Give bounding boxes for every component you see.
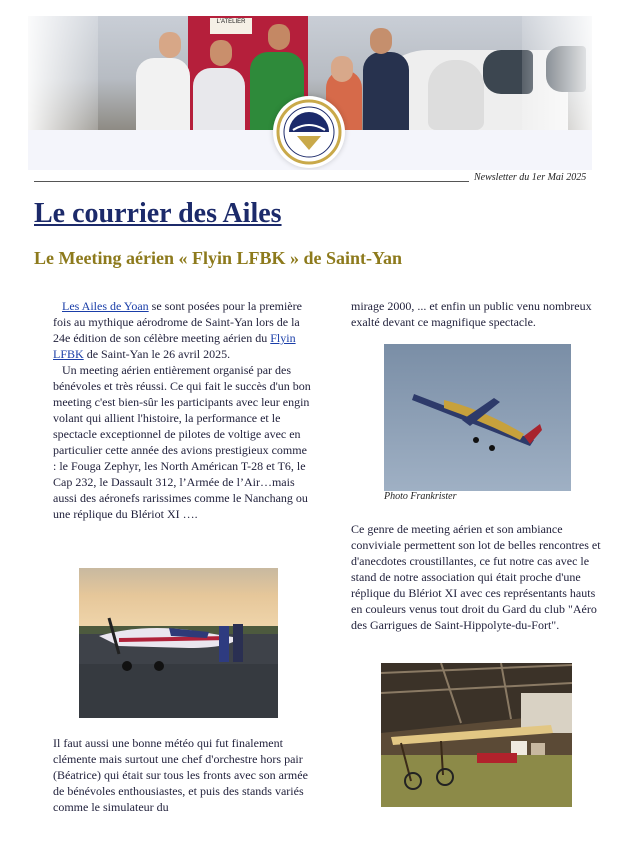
paragraph-intro — [53, 298, 311, 362]
photo-caption: Photo Frankrister — [384, 491, 457, 502]
header-banner — [28, 16, 592, 170]
portrait-print — [428, 60, 484, 130]
article-column-right — [351, 298, 607, 330]
intro-text-1: se sont posées pour la première fois au mythique aérodrome de Saint-Yan lors de la 24e édition de son célèbre meeting aérien du — [53, 299, 302, 345]
person-5 — [363, 52, 409, 130]
article-column-left — [53, 298, 311, 522]
atelier-sign: L'ATELIER — [210, 18, 252, 34]
link-les-ailes-de-yoan[interactable]: Les Ailes de Yoan — [62, 299, 149, 313]
article-subtitle: Le Meeting aérien « Flyin LFBK » de Saint-Yan — [34, 248, 402, 268]
weather-text: Il faut aussi une bonne météo qui fut finalement clémente mais surtout une chef d'orchestre hors pair (Béatrice) qui était sur tous les fronts avec son armée de bénévoles enthousiastes, et puis des stands variés comme le simulateur du — [53, 736, 308, 814]
paragraph-weather — [53, 735, 311, 815]
photo-bleriot-hangar — [381, 663, 572, 807]
encounters-text: Ce genre de meeting aérien et son ambiance conviviale permettent son lot de belles rencontres et d'anecdotes croustillantes, ce fut notre cas avec le stand de notre association qui était proche d'une réplique du Blériot XI avec ces représentants hauts en couleurs venus tout droit du Gard du club "Aéro des Garrigues de Saint-Hippolyte-du-Fort". — [351, 522, 601, 632]
person-1-head — [159, 32, 181, 58]
person-2 — [193, 68, 245, 130]
person-4-head — [331, 56, 353, 82]
paragraph-meeting — [53, 362, 311, 522]
person-2-head — [210, 40, 232, 66]
photo-fade-left — [28, 16, 98, 130]
photo-aerobatic-plane — [79, 568, 278, 718]
person-1 — [136, 58, 190, 130]
public-text: mirage 2000, ... et enfin un public venu nombreux exalté devant ce magnifique spectacle. — [351, 299, 592, 329]
person-5-head — [370, 28, 392, 54]
aerobatic-plane-photo-icon — [79, 568, 278, 718]
person-3-head — [268, 24, 290, 50]
newsletter-date: Newsletter du 1er Mai 2025 — [474, 172, 587, 183]
photo-plane-in-flight — [384, 344, 571, 491]
page-title: Le courrier des Ailes — [34, 198, 282, 229]
header-rule — [34, 181, 469, 182]
photo-fade-right — [522, 16, 592, 130]
plane-in-flight-photo-icon — [384, 344, 571, 491]
paragraph-encounters — [351, 521, 601, 633]
bleriot-hangar-photo-icon — [381, 663, 572, 807]
club-logo-icon — [273, 96, 345, 168]
club-logo — [273, 96, 345, 168]
intro-text-2: de Saint-Yan le 26 avril 2025. — [83, 347, 231, 361]
meeting-text: Un meeting aérien entièrement organisé par des bénévoles et très réussi. Ce qui fait le succès d'un bon meeting c'est bien-sûr les participants avec leur engin volant qui allient l'histoire, la performance et le spectacle exceptionnel de pilotes de voltige avec en particulier cette année des avions prestigieux comme : le Fouga Zephyr, les North Américan T-28 et T6, le Cap 232, le Dassault 312, l’Armée de l’Air…mais aussi des aéronefs rarissimes comme le Nanchang ou une réplique du Blériot XI …. — [53, 363, 311, 521]
link-flyin-lfbk[interactable]: Flyin LFBK — [53, 331, 296, 361]
